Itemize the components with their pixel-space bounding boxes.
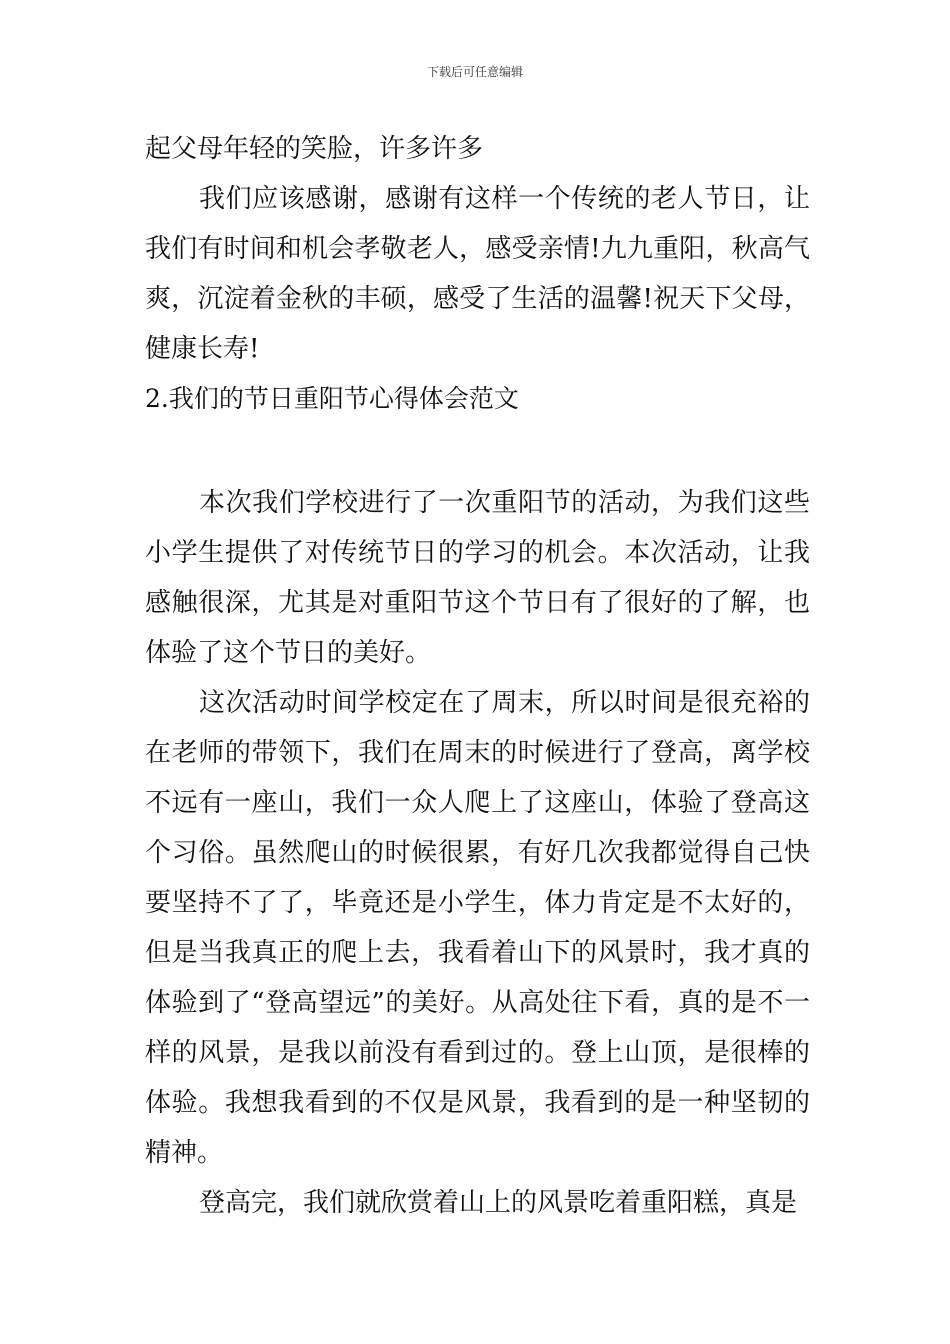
paragraph-cake: 登高完，我们就欣赏着山上的风景吃着重阳糕，真是 [199,1188,798,1218]
paragraph-climbing: 这次活动时间学校定在了周末，所以时间是很充裕的在老师的带领下，我们在周末的时候进行了登高，离学校不远有一座山，我们一众人爬上了这座山，体验了登高这个习俗。虽然爬山的时候很累，有好几次我都觉得自己快要坚持不了了，毕竟还是小学生，体力肯定是不太好的，但是当我真正的爬上去，我看着山下的风景时，我才真的体验到了“登高望远”的美好。从高处往下看，真的是不一样的风景，是我以前没有看到过的。登上山顶，是很棒的体验。我想我看到的不仅是风景，我看到的是一种坚韧的精神。 [145,688,810,1168]
paragraph-continued: 起父母年轻的笑脸，许多许多 [145,134,484,164]
blank-line [145,424,810,478]
document-body [145,124,810,1228]
paragraph-gratitude: 我们应该感谢，感谢有这样一个传统的老人节日，让我们有时间和机会孝敬老人，感受亲情!九九重阳，秋高气爽，沉淀着金秋的丰硕，感受了生活的温馨!祝天下父母，健康长寿! [145,184,810,364]
page-header-note: 下载后可任意编辑 [426,65,523,79]
paragraph-activity-intro: 本次我们学校进行了一次重阳节的活动，为我们这些小学生提供了对传统节日的学习的机会。本次活动，让我感触很深，尤其是对重阳节这个节日有了很好的了解，也体验了这个节日的美好。 [145,488,810,668]
section-heading: 2.我们的节日重阳节心得体会范文 [145,384,519,413]
